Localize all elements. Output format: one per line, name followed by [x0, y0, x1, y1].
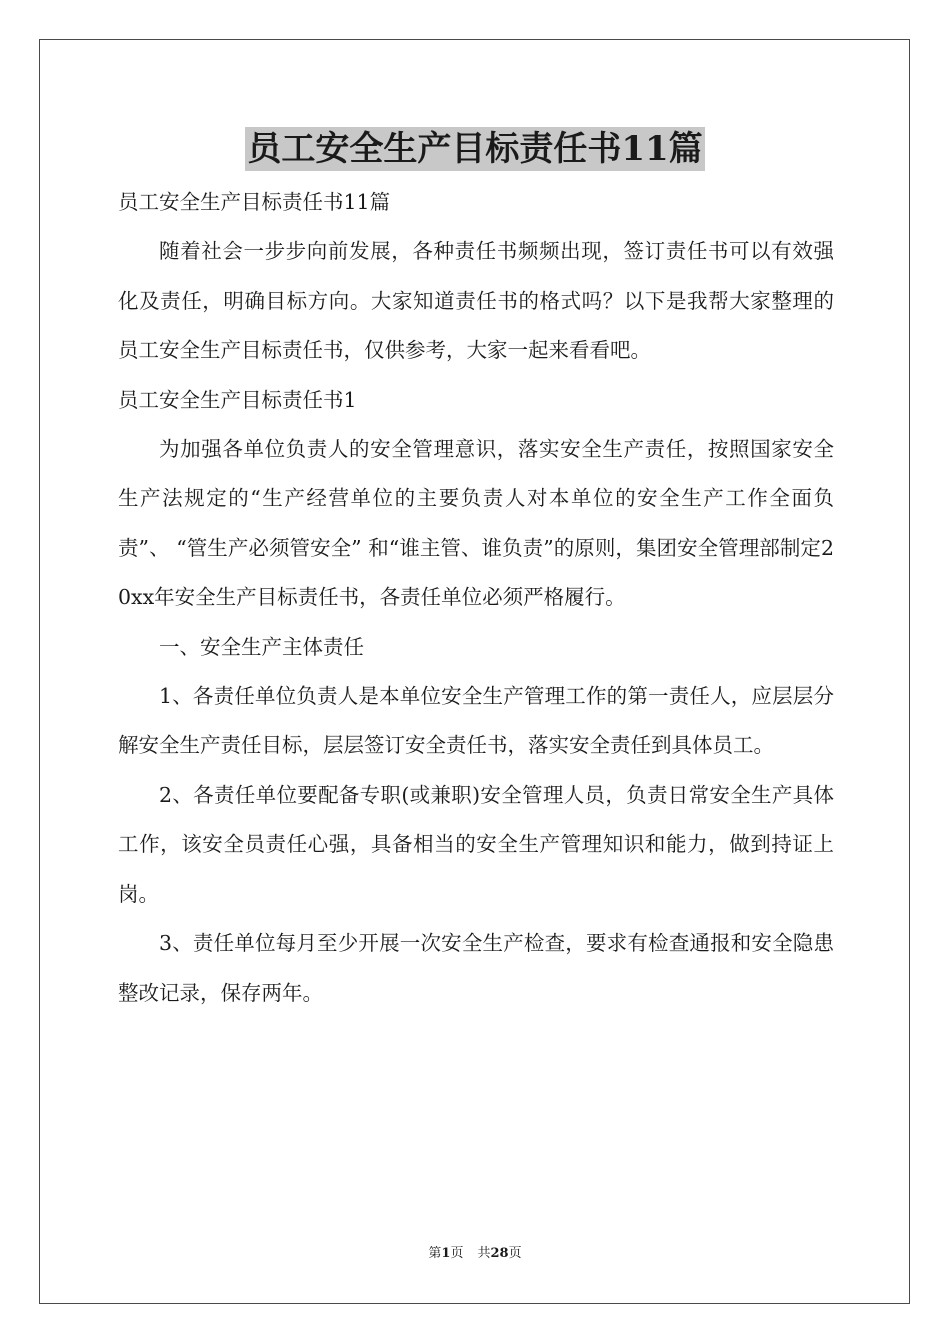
total-pages: 28	[490, 1246, 509, 1261]
list-item: 3、责任单位每月至少开展一次安全生产检查，要求有检查通报和安全隐患整改记录，保存两年。	[118, 931, 834, 1005]
title-container	[0, 127, 950, 171]
section-heading: 员工安全生产目标责任书1	[118, 387, 357, 412]
document-title: 员工安全生产目标责任书11篇	[247, 129, 703, 169]
subsection-heading: 一、安全生产主体责任	[159, 634, 364, 659]
page-footer	[0, 1245, 950, 1263]
list-item: 2、各责任单位要配备专职(或兼职)安全管理人员，负责日常安全生产具体工作，该安全员责任心强，具备相当的安全生产管理知识和能力，做到持证上岗。	[118, 782, 834, 906]
list-item: 1、各责任单位负责人是本单位安全生产管理工作的第一责任人，应层层分解安全生产责任目标，层层签订安全责任书，落实安全责任到具体员工。	[118, 684, 834, 758]
total-prefix: 共	[477, 1246, 491, 1261]
intro-paragraph: 随着社会一步步向前发展，各种责任书频频出现，签订责任书可以有效强化及责任，明确目标方向。大家知道责任书的格式吗？以下是我帮大家整理的员工安全生产目标责任书，仅供参考，大家一起来看看吧。	[118, 239, 834, 363]
page-prefix: 第	[428, 1246, 442, 1261]
page-number: 1	[441, 1246, 451, 1261]
document-body	[118, 178, 834, 1018]
total-suffix: 页	[508, 1246, 522, 1261]
page-suffix: 页	[450, 1246, 464, 1261]
body-paragraph: 为加强各单位负责人的安全管理意识，落实安全生产责任，按照国家安全生产法规定的“生产经营单位的主要负责人对本单位的安全生产工作全面负责”、 “管生产必须管安全” 和“谁主管、谁负责”的原则，集团安全管理部制定20xx年安全生产目标责任书，各责任单位必须严格履行。	[118, 437, 834, 610]
subtitle-line: 员工安全生产目标责任书11篇	[118, 190, 391, 214]
